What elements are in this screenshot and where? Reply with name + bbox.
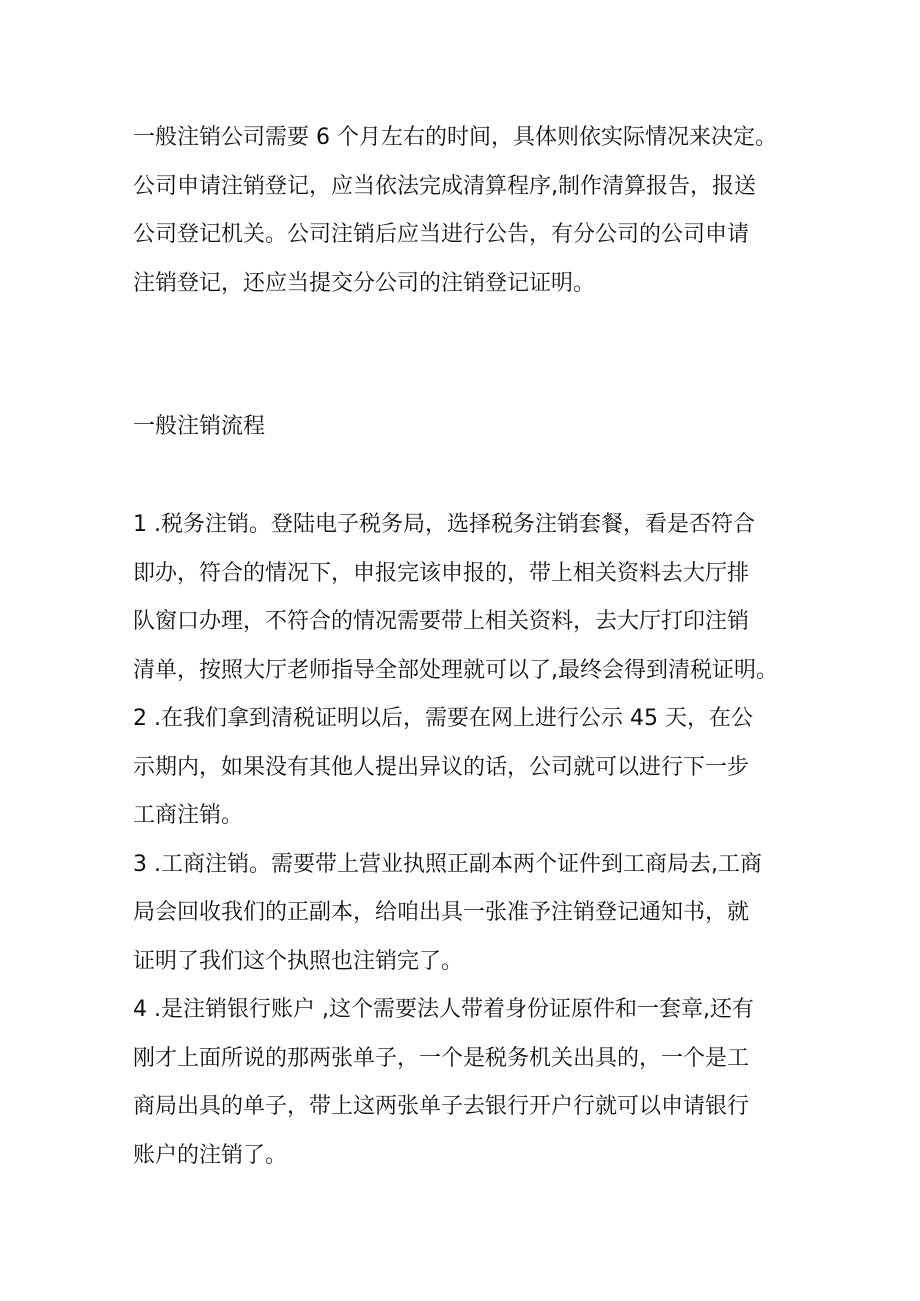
step-4-line: 商局出具的单子，带上这两张单子去银行开户行就可以申请银行 <box>133 1094 750 1119</box>
step-2-line: 示期内，如果没有其他人提出异议的话，公司就可以进行下一步 <box>133 754 750 780</box>
steps-list <box>133 501 803 1180</box>
step-4-line: 4 .是注销银行账户 ,这个需要法人带着身份证原件和一套章,还有 <box>133 997 754 1022</box>
step-4-line: 刚才上面所说的那两张单子，一个是税务机关出具的，一个是工 <box>133 1045 750 1071</box>
step-4-line: 账户的注销了。 <box>133 1142 288 1168</box>
section-heading <box>133 403 803 452</box>
intro-paragraph <box>133 114 803 308</box>
step-3-line: 3 .工商注销。需要带上营业执照正副本两个证件到工商局去,工商 <box>133 851 762 877</box>
intro-line: 注销登记，还应当提交分公司的注销登记证明。 <box>133 270 596 296</box>
step-1-line: 即办，符合的情况下，申报完该申报的，带上相关资料去大厅排 <box>133 560 750 586</box>
step-3-line: 证明了我们这个执照也注销完了。 <box>133 948 464 974</box>
intro-line: 一般注销公司需要 6 个月左右的时间，具体则依实际情况来决定。 <box>133 125 777 150</box>
section-heading-text: 一般注销流程 <box>133 414 266 439</box>
step-1-line: 队窗口办理，不符合的情况需要带上相关资料，去大厅打印注销 <box>133 609 750 634</box>
step-1-line: 清单，按照大厅老师指导全部处理就可以了,最终会得到清税证明。 <box>133 657 778 683</box>
intro-line: 公司申请注销登记，应当依法完成清算程序,制作清算报告，报送 <box>133 173 756 199</box>
step-2-line: 2 .在我们拿到清税证明以后，需要在网上进行公示 45 天，在公 <box>133 706 753 731</box>
step-3-line: 局会回收我们的正副本，给咱出具一张准予注销登记通知书，就 <box>133 900 750 925</box>
step-2-line: 工商注销。 <box>133 803 244 828</box>
intro-line: 公司登记机关。公司注销后应当进行公告，有分公司的公司申请 <box>133 222 750 247</box>
step-1-line: 1 .税务注销。登陆电子税务局，选择税务注销套餐，看是否符合 <box>133 512 755 537</box>
